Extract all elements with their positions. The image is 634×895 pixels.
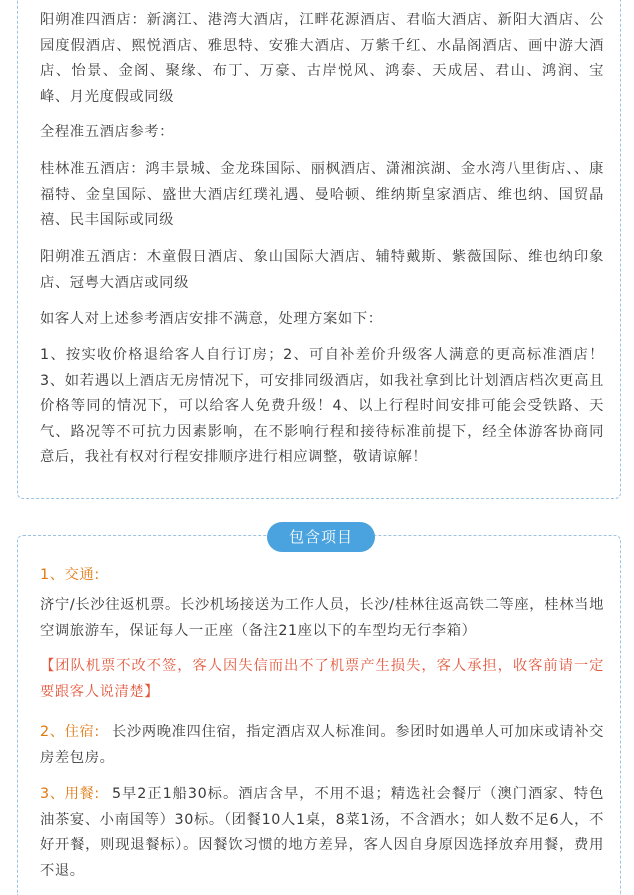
yangshuo-five-star-hotels: 阳朔准五酒店：木童假日酒店、象山国际大酒店、辅特戴斯、紫薇国际、维也纳印象店、冠粤大酒店或同级 <box>40 249 604 291</box>
ticket-notice: 【团队机票不改不签，客人因失信而出不了机票产生损失，客人承担，收客前请一定要跟客人说清楚】 <box>40 658 604 700</box>
yangshuo-four-star-hotels: 阳朔准四酒店：新漓江、港湾大酒店，江畔花源酒店、君临大酒店、新阳大酒店、公园度假酒店、熙悦酒店、雅思特、安雅大酒店、万紫千红、水晶阁酒店、画中游大酒店、怡景、金阁、聚缘、布丁、万豪、古岸悦风、鸿泰、天成居、君山、鸿润、宝峰、月光度假或同级 <box>40 12 604 105</box>
meals-text: 5早2正1船30标。酒店含早，不用不退；精选社会餐厅（澳门酒家、特色油茶宴、小南国等）30标。（团餐10人1桌，8菜1汤，不含酒水；如人数不足6人，不好开餐，则现退餐标）。因餐饮习惯的地方差异，客人因自身原因选择放弃用餐，费用不退。 <box>40 786 604 879</box>
dissatisfied-heading: 如客人对上述参考酒店安排不满意，处理方案如下： <box>40 311 383 327</box>
five-star-heading: 全程准五酒店参考： <box>40 124 175 140</box>
guilin-five-star-hotels: 桂林准五酒店：鸿丰景城、金龙珠国际、丽枫酒店、潇湘滨湖、金水湾八里街店、、康福特、金皇国际、盛世大酒店红璞礼遇、曼哈顿、维纳斯皇家酒店、维也纳、国贸晶禧、民丰国际或同级 <box>40 161 604 228</box>
lodging-text: 长沙两晚准四住宿，指定酒店双人标准间。参团时如遇单人可加床或请补交房差包房。 <box>40 724 604 766</box>
transport-label: 1、交通: <box>40 567 100 583</box>
solutions-text: 1、按实收价格退给客人自行订房；2、可自补差价升级客人满意的更高标准酒店！3、如若遇以上酒店无房情况下，可安排同级酒店，如我社拿到比计划酒店档次更高且价格等同的情况下，可以给客人免费升级！4、以上行程时间安排可能会受铁路、天气、路况等不可抗力因素影响，在不影响行程和接待标准前提下，经全体游客协商同意后，我社有权对行程安排顺序进行相应调整，敬请谅解！ <box>40 347 604 465</box>
included-items-title: 包含项目 <box>267 522 375 552</box>
lodging-label: 2、住宿: <box>40 724 100 740</box>
transport-text: 济宁/长沙往返机票。长沙机场接送为工作人员，长沙/桂林往返高铁二等座，桂林当地空调旅游车，保证每人一正座（备注21座以下的车型均无行李箱） <box>40 597 604 639</box>
meals-label: 3、用餐: <box>40 786 100 802</box>
